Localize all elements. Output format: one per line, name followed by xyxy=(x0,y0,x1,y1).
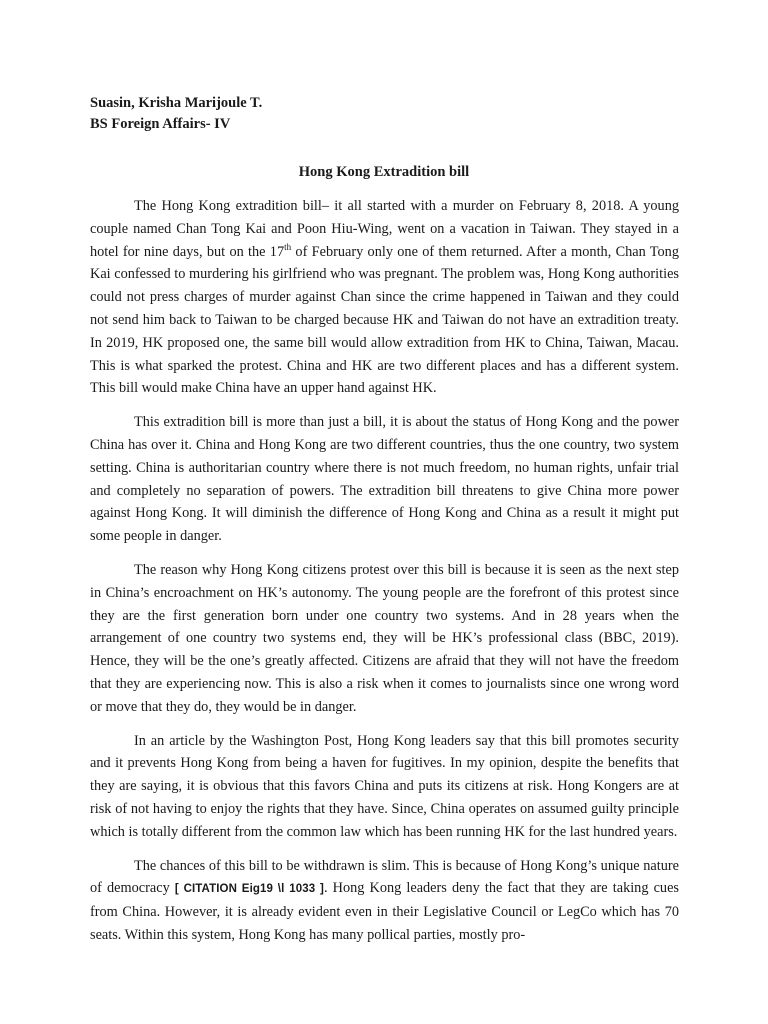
paragraph-3: The reason why Hong Kong citizens protest over this bill is because it is seen as the next step in China’s encroachment on HK’s autonomy. The young people are the forefront of this protest since they are the first generation born under one country two systems. And in 28 years when the arrangement of one country two systems end, they will be HK’s professional class (BBC, 2019). Hence, they will be the one’s greatly affected. Citizens are afraid that they will not have the freedom that they are experiencing now. This is also a risk when it comes to journalists since one wrong word or move that they do, they would be in danger. xyxy=(90,561,679,715)
paragraph-1 xyxy=(90,195,679,400)
ordinal-suffix: th xyxy=(284,241,292,252)
author-name: Suasin, Krisha Marijoule T. xyxy=(90,95,263,111)
document-body xyxy=(90,195,679,958)
paragraph-1-part-b: of February only one of them returned. After a month, Chan Tong Kai confessed to murdering his girlfriend who was pregnant. The problem was, Hong Kong authorities could not press charges of murder against Chan since the crime happened in Taiwan and they could not send him back to Taiwan to be charged because HK and Taiwan do not have an extradition treaty. In 2019, HK proposed one, the same bill would allow extradition from HK to China, Taiwan, Macau. This is what sparked the protest. China and HK are two different places and has a different system. This bill would make China have an upper hand against HK. xyxy=(90,243,679,397)
paragraph-1-part-a: The Hong Kong extradition bill– it all started with a murder on February 8, 2018. A young couple named Chan Tong Kai and Poon Hiu-Wing, went on a vacation in Taiwan. They stayed in a hotel for nine days, but on the 17 xyxy=(90,198,679,260)
document-title: Hong Kong Extradition bill xyxy=(298,164,470,180)
document-header xyxy=(90,93,262,135)
paragraph-5 xyxy=(90,855,679,947)
citation-field: [ CITATION Eig19 \l 1033 ] xyxy=(174,883,324,896)
paragraph-5-part-b: . Hong Kong leaders deny the fact that they are taking cues from China. However, it is already evident even in their Legislative Council or LegCo which has 70 seats. Within this system, Hong Kong has many pollical parties, mostly pro- xyxy=(90,880,679,943)
course-label: BS Foreign Affairs- IV xyxy=(90,116,231,132)
paragraph-4: In an article by the Washington Post, Hong Kong leaders say that this bill promotes security and it prevents Hong Kong from being a haven for fugitives. In my opinion, despite the benefits that they are saying, it is obvious that this favors China and puts its citizens at risk. Hong Kongers are at risk of not having to enjoy the rights that they have. Since, China operates on assumed guilty principle which is totally different from the common law which has been running HK for the last hundred years. xyxy=(90,732,679,840)
paragraph-5-part-a: The chances of this bill to be withdrawn is slim. This is because of Hong Kong’s unique nature of democracy xyxy=(90,857,679,897)
paragraph-2: This extradition bill is more than just a bill, it is about the status of Hong Kong and the power China has over it. China and Hong Kong are two different countries, thus the one country, two system setting. China is authoritarian country where there is not much freedom, no human rights, unfair trial and completely no separation of powers. The extradition bill threatens to give China more power against Hong Kong. It will diminish the difference of Hong Kong and China as a result it might put some people in danger. xyxy=(90,414,679,545)
